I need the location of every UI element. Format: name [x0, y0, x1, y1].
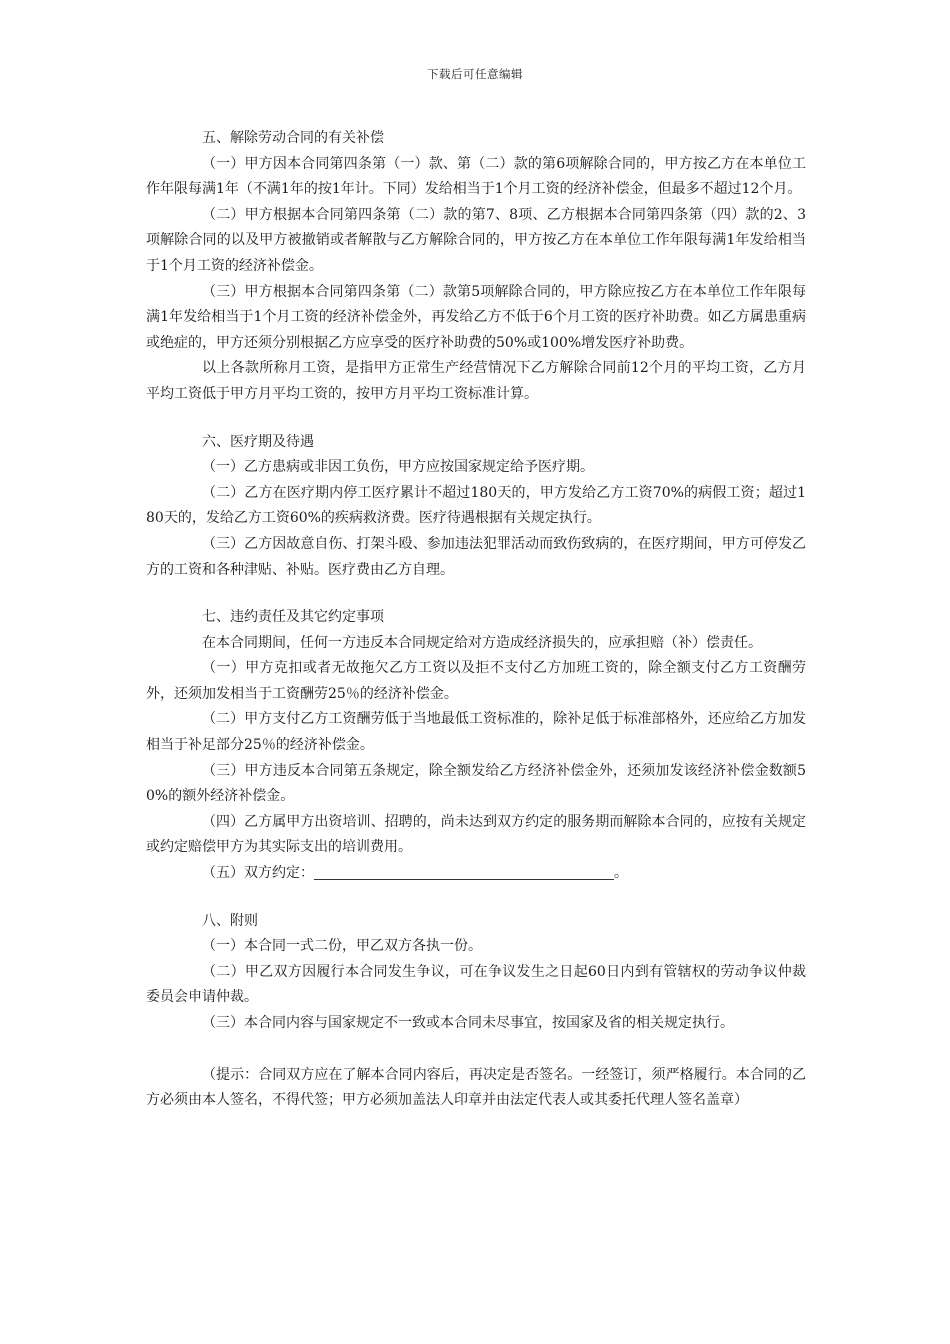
section-title: 八、附则 [202, 912, 258, 929]
agreement-end: 。 [614, 865, 628, 882]
paragraph: （一）甲方因本合同第四条第（一）款、第（二）款的第6项解除合同的，甲方按乙方在本单位工作年限每满1年（不满1年的按1年计。下同）发给相当于1个月工资的经济补偿金，但最多不超过12个月。 [146, 155, 806, 198]
section-7 [146, 605, 806, 887]
section-5 [146, 126, 806, 408]
paragraph: （二）甲方根据本合同第四条第（二）款的第7、8项、乙方根据本合同第四条第（四）款的2、3项解除合同的以及甲方被撤销或者解散与乙方解除合同的，甲方按乙方在本单位工作年限每满1年发给相当于1个月工资的经济补偿金。 [146, 206, 806, 274]
section-6 [146, 430, 806, 584]
paragraph: （四）乙方属甲方出资培训、招聘的，尚未达到双方约定的服务期而解除本合同的，应按有关规定或约定赔偿甲方为其实际支出的培训费用。 [146, 813, 806, 856]
paragraph: （二）甲方支付乙方工资酬劳低于当地最低工资标准的，除补足低于标准部格外，还应给乙方加发相当于补足部分25％的经济补偿金。 [146, 711, 806, 754]
paragraph: （三）乙方因故意自伤、打架斗殴、参加违法犯罪活动而致伤致病的，在医疗期间，甲方可停发乙方的工资和各种津贴、补贴。医疗费由乙方自理。 [146, 535, 806, 578]
paragraph: （三）本合同内容与国家规定不一致或本合同未尽事宜，按国家及省的相关规定执行。 [202, 1015, 734, 1031]
paragraph: （二）甲乙双方因履行本合同发生争议，可在争议发生之日起60日内到有管辖权的劳动争议仲裁委员会申请仲裁。 [146, 963, 806, 1006]
paragraph: （一）乙方患病或非因工负伤，甲方应按国家规定给予医疗期。 [202, 459, 594, 476]
paragraph: （三）甲方根据本合同第四条第（二）款第5项解除合同的，甲方除应按乙方在本单位工作年限每满1年发给相当于1个月工资的经济补偿金外，再发给乙方不低于6个月工资的医疗补助费。如乙方属患重病或绝症的，甲方还须分别根据乙方应享受的医疗补助费的50%或100%增发医疗补助费。 [146, 283, 806, 351]
section-title: 五、解除劳动合同的有关补偿 [202, 130, 384, 146]
agreement-label: （五）双方约定： [202, 865, 314, 882]
paragraph: （一）本合同一式二份，甲乙双方各执一份。 [202, 938, 482, 955]
agreement-line [146, 861, 806, 887]
agreement-blank [314, 865, 614, 880]
section-title: 六、医疗期及待遇 [202, 433, 314, 450]
section-title: 七、违约责任及其它约定事项 [202, 609, 384, 626]
paragraph: 以上各款所称月工资，是指甲方正常生产经营情况下乙方解除合同前12个月的平均工资，乙方月平均工资低于甲方月平均工资的，按甲方月平均工资标准计算。 [146, 360, 806, 402]
paragraph: （一）甲方克扣或者无故拖欠乙方工资以及拒不支付乙方加班工资的，除全额支付乙方工资酬劳外，还须加发相当于工资酬劳25％的经济补偿金。 [146, 660, 806, 702]
document-body [146, 126, 806, 1114]
page-header: 下载后可任意编辑 [427, 67, 523, 81]
paragraph: （三）甲方违反本合同第五条规定，除全额发给乙方经济补偿金外，还须加发该经济补偿金数额50%的额外经济补偿金。 [146, 762, 806, 805]
paragraph: 在本合同期间，任何一方违反本合同规定给对方造成经济损失的，应承担赔（补）偿责任。 [202, 634, 762, 651]
signing-note: （提示：合同双方应在了解本合同内容后，再决定是否签名。一经签订，须严格履行。本合同的乙方必须由本人签名，不得代签；甲方必须加盖法人印章并由法定代表人或其委托代理人签名盖章） [146, 1066, 806, 1109]
paragraph: （二）乙方在医疗期内停工医疗累计不超过180天的，甲方发给乙方工资70%的病假工资；超过180天的，发给乙方工资60%的疾病救济费。医疗待遇根据有关规定执行。 [146, 484, 806, 527]
section-8 [146, 909, 806, 1037]
